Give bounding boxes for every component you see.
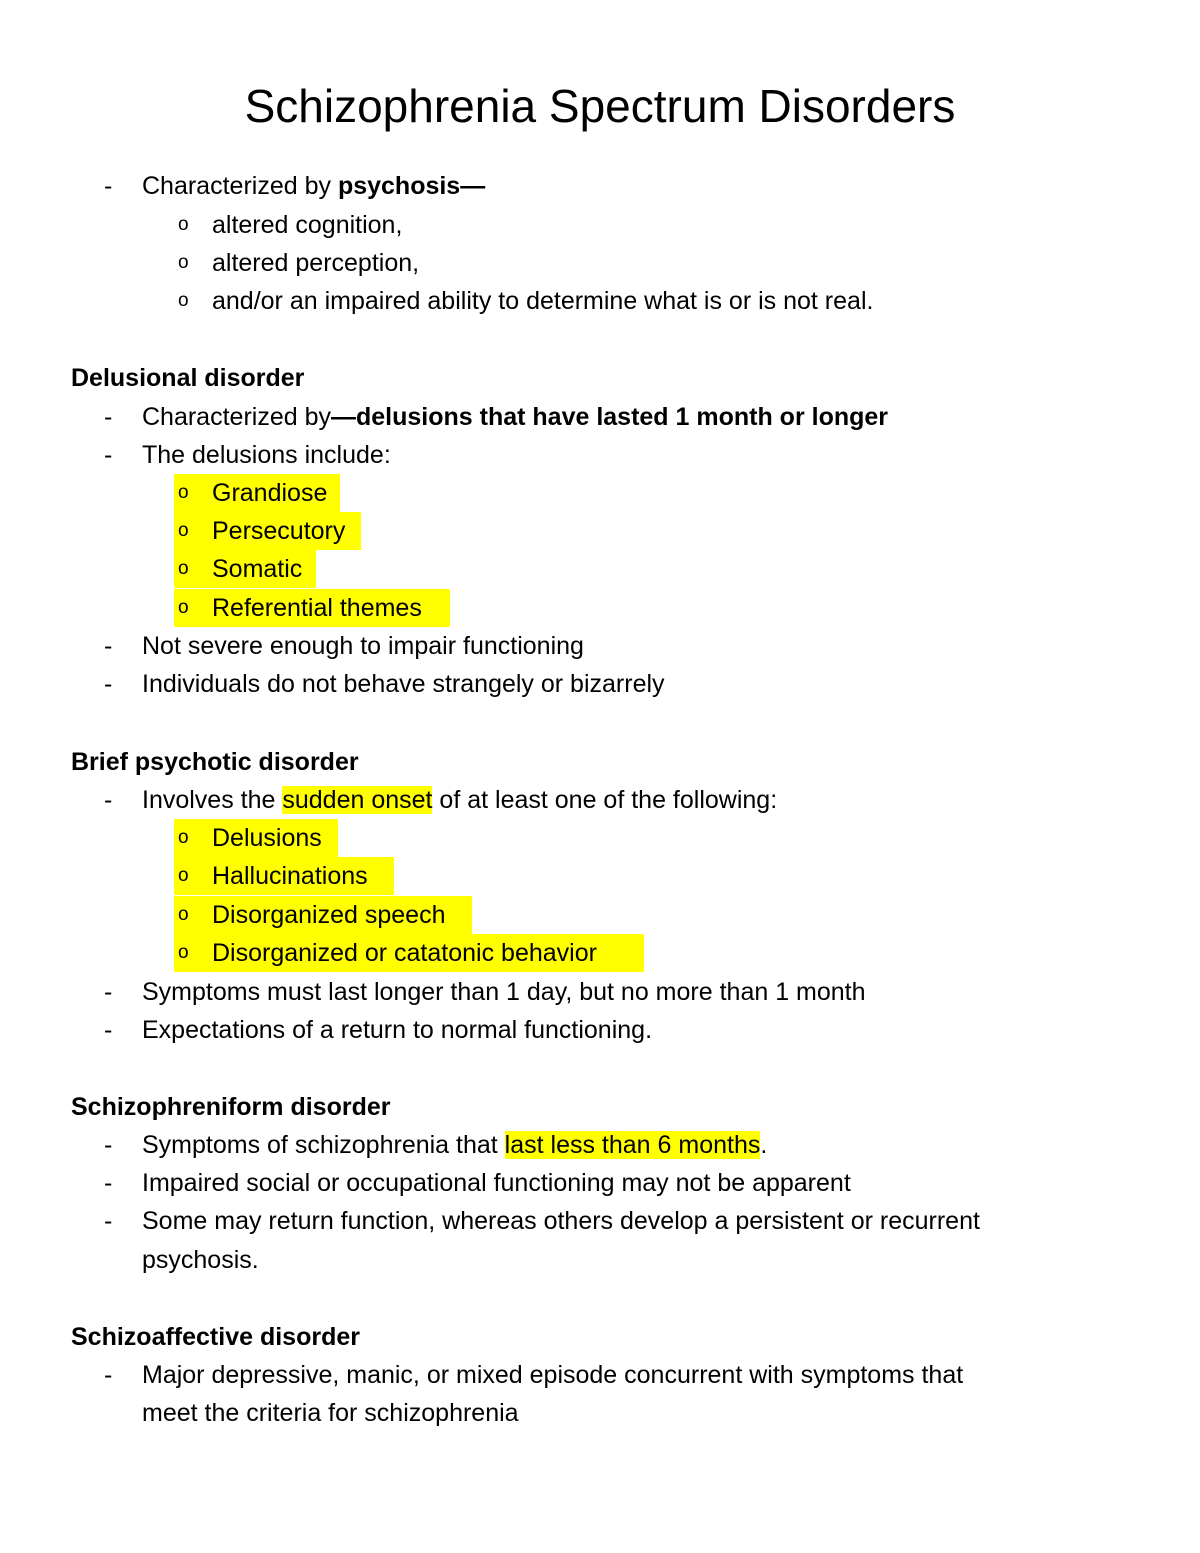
bullet-circle: o <box>178 827 189 848</box>
brief-item <box>142 783 777 817</box>
schizophreniform-item <box>142 1128 767 1162</box>
brief-symptom: Hallucinations <box>212 862 368 890</box>
bullet-dash: - <box>104 1169 113 1197</box>
delusional-item-bold: —delusions that have lasted 1 month or longer <box>330 403 889 431</box>
bullet-circle: o <box>178 865 189 886</box>
delusion-type: Persecutory <box>212 517 346 545</box>
delusion-type: Somatic <box>212 555 303 583</box>
delusion-type: Grandiose <box>212 479 328 507</box>
bullet-dash: - <box>104 1207 113 1235</box>
delusional-item-text: Characterized by <box>142 403 331 431</box>
bullet-dash: - <box>104 670 113 698</box>
delusional-item: Not severe enough to impair functioning <box>142 632 584 660</box>
bullet-dash: - <box>104 441 113 469</box>
brief-item-text: of at least one of the following: <box>432 786 778 814</box>
bullet-dash: - <box>104 172 113 200</box>
delusional-item: The delusions include: <box>142 441 391 469</box>
section-heading-schizophreniform: Schizophreniform disorder <box>71 1093 391 1121</box>
bullet-dash: - <box>104 632 113 660</box>
bullet-dash: - <box>104 1016 113 1044</box>
intro-subitem: altered cognition, <box>212 211 403 239</box>
bullet-circle: o <box>178 252 189 273</box>
bullet-dash: - <box>104 978 113 1006</box>
bullet-circle: o <box>178 214 189 235</box>
intro-subitem: and/or an impaired ability to determine what is or is not real. <box>212 287 874 315</box>
intro-subitem: altered perception, <box>212 249 420 277</box>
delusion-type: Referential themes <box>212 594 422 622</box>
brief-symptom: Delusions <box>212 824 322 852</box>
section-heading-schizoaffective: Schizoaffective disorder <box>71 1323 360 1351</box>
schizophreniform-item: Some may return function, whereas others develop a persistent or recurrent <box>142 1207 980 1235</box>
bullet-dash: - <box>104 1361 113 1389</box>
section-heading-brief: Brief psychotic disorder <box>71 748 359 776</box>
brief-symptom: Disorganized speech <box>212 901 446 929</box>
schizophreniform-item-continuation: psychosis. <box>142 1246 259 1274</box>
bullet-dash: - <box>104 403 113 431</box>
intro-item-text: Characterized by <box>142 172 338 200</box>
bullet-circle: o <box>178 482 189 503</box>
bullet-dash: - <box>104 1131 113 1159</box>
intro-item <box>142 169 485 203</box>
bullet-circle: o <box>178 597 189 618</box>
bullet-circle: o <box>178 904 189 925</box>
bullet-circle: o <box>178 520 189 541</box>
brief-item: Expectations of a return to normal functioning. <box>142 1016 653 1044</box>
schizophreniform-item-text: Symptoms of schizophrenia that <box>142 1131 505 1159</box>
bullet-circle: o <box>178 558 189 579</box>
schizoaffective-item: Major depressive, manic, or mixed episode concurrent with symptoms that <box>142 1361 964 1389</box>
brief-item-text: Involves the <box>142 786 283 814</box>
schizophreniform-item-text: . <box>760 1131 768 1159</box>
bullet-circle: o <box>178 290 189 311</box>
page-title: Schizophrenia Spectrum Disorders <box>244 80 956 132</box>
brief-item: Symptoms must last longer than 1 day, but no more than 1 month <box>142 978 866 1006</box>
delusional-item: Individuals do not behave strangely or bizarrely <box>142 670 665 698</box>
bullet-circle: o <box>178 942 189 963</box>
delusional-item <box>142 400 888 434</box>
schizophreniform-item: Impaired social or occupational functioning may not be apparent <box>142 1169 851 1197</box>
highlighted-text: last less than 6 months <box>504 1131 761 1159</box>
highlighted-text: sudden onset <box>282 786 433 814</box>
bullet-dash: - <box>104 786 113 814</box>
schizoaffective-item-continuation: meet the criteria for schizophrenia <box>142 1399 519 1427</box>
intro-item-bold: psychosis— <box>337 172 486 200</box>
section-heading-delusional: Delusional disorder <box>71 364 305 392</box>
brief-symptom: Disorganized or catatonic behavior <box>212 939 597 967</box>
